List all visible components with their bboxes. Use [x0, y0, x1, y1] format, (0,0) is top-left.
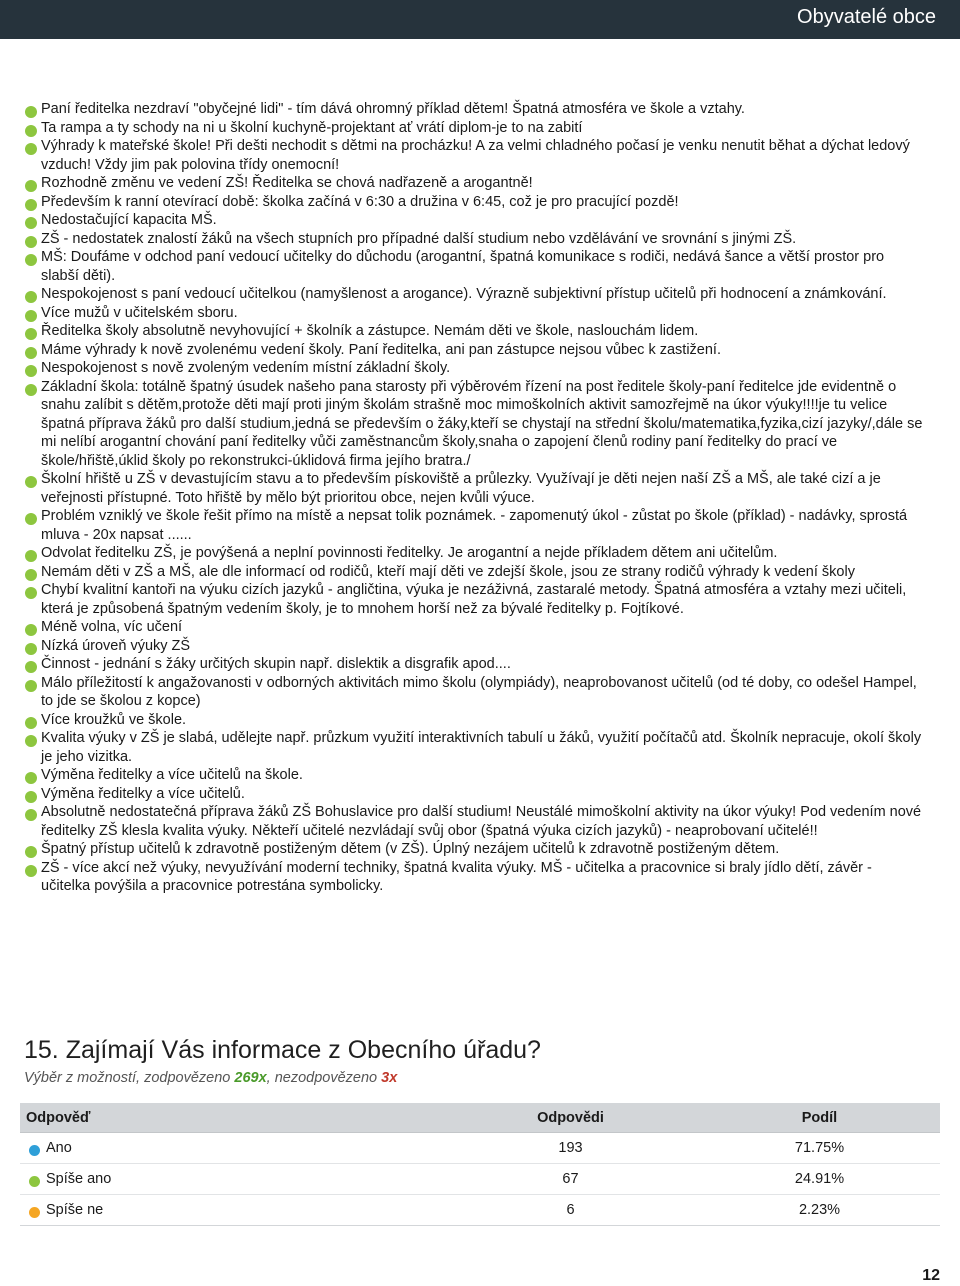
row-share: 2.23% [699, 1195, 940, 1226]
list-item [24, 544, 924, 563]
bullet-dot-icon [25, 236, 37, 248]
row-answer-cell [20, 1195, 442, 1226]
bullet-dot-icon [25, 384, 37, 396]
row-answer-cell [20, 1133, 442, 1164]
answer-text: Problém vzniklý ve škole řešit přímo na místě a nepsat tolik poznámek. - zapomenutý úkol - zůstat po škole (příklad) - nadávky, sprostá mluva - 20x napsat ...... [41, 508, 908, 543]
answer-text: Výhrady k mateřské škole! Při dešti nechodit s dětmi na procházku! A za velmi chladného počasí je venku nenutit běhat a dýchat ledový vzduch! Vždy jim pak polovina třídy onemocní! [41, 138, 910, 173]
subtitle-middle: , nezodpovězeno [266, 1070, 382, 1086]
bullet-dot-icon [25, 328, 37, 340]
bullet-dot-icon [25, 143, 37, 155]
bullet-dot-icon [25, 661, 37, 673]
answer-text: Absolutně nedostatečná příprava žáků ZŠ Bohuslavice pro další studium! Neustálé mimoškolní aktivity na úkor výuky! Pod vedením nové ředitelky ZŠ klesla kvalita výuky. Někteří učitelé nezvládají svůj obor (špatná výuka cizích jazyků) - neaprobovaní učitelé!! [41, 804, 922, 839]
bullet-dot-icon [25, 772, 37, 784]
table-row [20, 1195, 940, 1226]
answer-text: Špatný přístup učitelů k zdravotně postiženým dětem (v ZŠ). Úplný nezájem učitelů k zdravotně postiženým dětem. [41, 841, 780, 857]
list-item [24, 674, 924, 711]
bullet-dot-icon [25, 550, 37, 562]
answer-text: MŠ: Doufáme v odchod paní vedoucí učitelky do důchodu (arogantní, špatná komunikace s rodiči, nedává šance a větší prostor pro slabší děti). [41, 249, 885, 284]
list-item [24, 766, 924, 785]
answer-text: Ředitelka školy absolutně nevyhovující + školník a zástupce. Nemám děti ve škole, naslouchám lidem. [41, 323, 699, 339]
answer-text: Nízká úroveň výuky ZŠ [41, 637, 191, 654]
list-item [24, 785, 924, 804]
bullet-dot-icon [25, 365, 37, 377]
list-item [24, 637, 924, 656]
answer-text: Rozhodně změnu ve vedení ZŠ! Ředitelka se chová nadřazeně a arogantně! [41, 175, 533, 191]
bullet-dot-icon [25, 125, 37, 137]
row-answer: Spíše ne [46, 1202, 104, 1218]
bullet-dot-icon [25, 310, 37, 322]
bullet-dot-icon [25, 291, 37, 303]
answer-text: ZŠ - více akcí než výuky, nevyužívání moderní techniky, špatná kvalita výuky. MŠ - učitelka a pracovnice si braly jídlo dětí, závěr - učitelka povýšila a pracovnice potrestána symbolicky. [41, 859, 872, 894]
row-share: 71.75% [699, 1133, 940, 1164]
bullet-dot-icon [25, 846, 37, 858]
list-item [24, 193, 924, 212]
answer-text: Máme výhrady k nově zvolenému vedení školy. Paní ředitelka, ani pan zástupce nejsou vůbec k zastižení. [41, 341, 721, 358]
table-header-row [20, 1103, 940, 1133]
answer-text: ZŠ - nedostatek znalostí žáků na všech stupních pro případné další studium nebo vzdělávání ve srovnání s jinými ZŠ. [41, 230, 797, 247]
answer-text: Méně volna, víc učení [41, 619, 183, 635]
row-count: 6 [442, 1195, 699, 1226]
bullet-dot-icon [25, 254, 37, 266]
bullet-dot-icon [25, 643, 37, 655]
list-item [24, 211, 924, 230]
answer-text: Nemám děti v ZŠ a MŠ, ale dle informací od rodičů, kteří mají děti ve zdejší škole, jsou ze strany rodičů výhrady k vedení školy [41, 563, 855, 580]
page-number: 12 [922, 1267, 940, 1284]
answer-text: Činnost - jednání s žáky určitých skupin např. dislektik a disgrafik apod.... [41, 656, 511, 672]
bullet-dot-icon [25, 587, 37, 599]
list-item [24, 618, 924, 637]
answer-text: Především k ranní otevírací době: školka začíná v 6:30 a družina v 6:45, což je pro pracující pozdě! [41, 193, 679, 210]
answer-text: Chybí kvalitní kantoři na výuku cizích jazyků - angličtina, výuka je nezáživná, zastaralé metody. Špatná atmosféra a vztahy mezi učiteli, která je způsobená špatným vedením školy, je to mnohem horší než za bývalé ředitelky p. Fojtíkové. [41, 582, 907, 617]
bullet-dot-icon [25, 513, 37, 525]
answer-text: Více mužů v učitelském sboru. [41, 304, 238, 321]
answer-text: Málo příležitostí k angažovanosti v odborných aktivitách mimo školu (olympiády), neaprobovanost učitelů (od té doby, co odešel Hampel, to jde se školou z kopce) [41, 674, 917, 709]
list-item [24, 174, 924, 193]
bullet-dot-icon [25, 865, 37, 877]
list-item [24, 729, 924, 766]
bullet-dot-icon [25, 347, 37, 359]
list-item [24, 840, 924, 859]
header-title: Obyvatelé obce [797, 6, 936, 28]
bullet-dot-icon [25, 569, 37, 581]
answer-text: Paní ředitelka nezdraví "obyčejné lidi" - tím dává ohromný příklad dětem! Špatná atmosféra ve škole a vztahy. [41, 101, 745, 117]
table-row [20, 1164, 940, 1195]
list-item [24, 470, 924, 507]
results-table [20, 1103, 940, 1226]
header-answer: Odpověď [20, 1103, 442, 1133]
answered-count: 269x [234, 1070, 267, 1086]
row-answer-cell [20, 1164, 442, 1195]
row-answer: Spíše ano [46, 1171, 112, 1187]
legend-dot-icon [29, 1207, 40, 1218]
answer-text: Výměna ředitelky a více učitelů. [41, 785, 245, 802]
answer-text: Více kroužků ve škole. [41, 711, 187, 728]
list-item [24, 248, 924, 285]
list-item [24, 859, 924, 896]
list-item [24, 341, 924, 360]
list-item [24, 655, 924, 674]
bullet-dot-icon [25, 624, 37, 636]
list-item [24, 285, 924, 304]
list-item [24, 230, 924, 249]
list-item [24, 100, 924, 119]
row-count: 193 [442, 1133, 699, 1164]
list-item [24, 359, 924, 378]
bullet-dot-icon [25, 199, 37, 211]
answer-text: Nespokojenost s nově zvoleným vedením místní základní školy. [41, 360, 451, 376]
subtitle-prefix: Výběr z možností, zodpovězeno [24, 1070, 235, 1086]
table-row [20, 1133, 940, 1164]
list-item [24, 322, 924, 341]
open-answers-list [24, 100, 924, 896]
answer-text: Výměna ředitelky a více učitelů na škole. [41, 767, 303, 783]
list-item [24, 563, 924, 582]
unanswered-count: 3x [381, 1070, 398, 1086]
bullet-dot-icon [25, 809, 37, 821]
bullet-dot-icon [25, 217, 37, 229]
list-item [24, 119, 924, 138]
list-item [24, 507, 924, 544]
list-item [24, 137, 924, 174]
bullet-dot-icon [25, 180, 37, 192]
header-bar [0, 0, 960, 39]
bullet-dot-icon [25, 106, 37, 118]
bullet-dot-icon [25, 476, 37, 488]
row-answer: Ano [46, 1140, 72, 1156]
bullet-dot-icon [25, 791, 37, 803]
list-item [24, 378, 924, 471]
question-subtitle [24, 1069, 397, 1087]
row-count: 67 [442, 1164, 699, 1195]
answer-text: Nespokojenost s paní vedoucí učitelkou (namyšlenost a arogance). Výrazně subjektivní přístup učitelů při hodnocení a známkování. [41, 286, 887, 302]
answer-text: Kvalita výuky v ZŠ je slabá, udělejte např. průzkum využití interaktivních tabulí u žáků, využití počítačů atd. Školník nepracuje, okolí školy je jeho vizitka. [41, 730, 922, 765]
answer-text: Základní škola: totálně špatný úsudek našeho pana starosty při výběrovém řízení na post ředitele školy-paní ředitelce jde evidentně o snahu zalíbit s dětěm,protože děti mají proti jiným školám strašně moc mimoškolních aktivit samozřejmě na úkor výuky!!!!je tu velice špatná příprava žáků pro další studium,jedná se především o žáky,kteří se chystají na střední školu/matematika,fyzika,cizí jazyky/,dále se mi nelíbí arogantní chování paní ředitelky vůči zaměstnancům školy,snaha o zapojení členů rodiny paní ředitelky do prací ve škole/hřiště,úklid školy po rekonstrukci-úklidová firma jejího bratra./ [41, 378, 923, 469]
bullet-dot-icon [25, 717, 37, 729]
answer-text: Odvolat ředitelku ZŠ, je povýšená a neplní povinnosti ředitelky. Je arogantní a nejde příkladem dětem ani učitelům. [41, 545, 778, 561]
answer-text: Nedostačující kapacita MŠ. [41, 212, 217, 228]
legend-dot-icon [29, 1145, 40, 1156]
bullet-dot-icon [25, 680, 37, 692]
row-share: 24.91% [699, 1164, 940, 1195]
bullet-dot-icon [25, 735, 37, 747]
list-item [24, 711, 924, 730]
list-item [24, 581, 924, 618]
answer-text: Školní hřiště u ZŠ v devastujícím stavu a to především pískoviště a průlezky. Využívají je děti nejen naší ZŠ a MŠ, ale také cizí a je veřejnosti přístupné. Toto hřiště by mělo být prioritou obce, nejen kvůli výuce. [41, 471, 881, 506]
list-item [24, 304, 924, 323]
header-count: Odpovědi [442, 1103, 699, 1133]
answer-text: Ta rampa a ty schody na ni u školní kuchyně-projektant ať vrátí diplom-je to na zabití [41, 119, 583, 136]
legend-dot-icon [29, 1176, 40, 1187]
header-share: Podíl [699, 1103, 940, 1133]
list-item [24, 803, 924, 840]
question-title: 15. Zajímají Vás informace z Obecního úřadu? [24, 1036, 541, 1064]
